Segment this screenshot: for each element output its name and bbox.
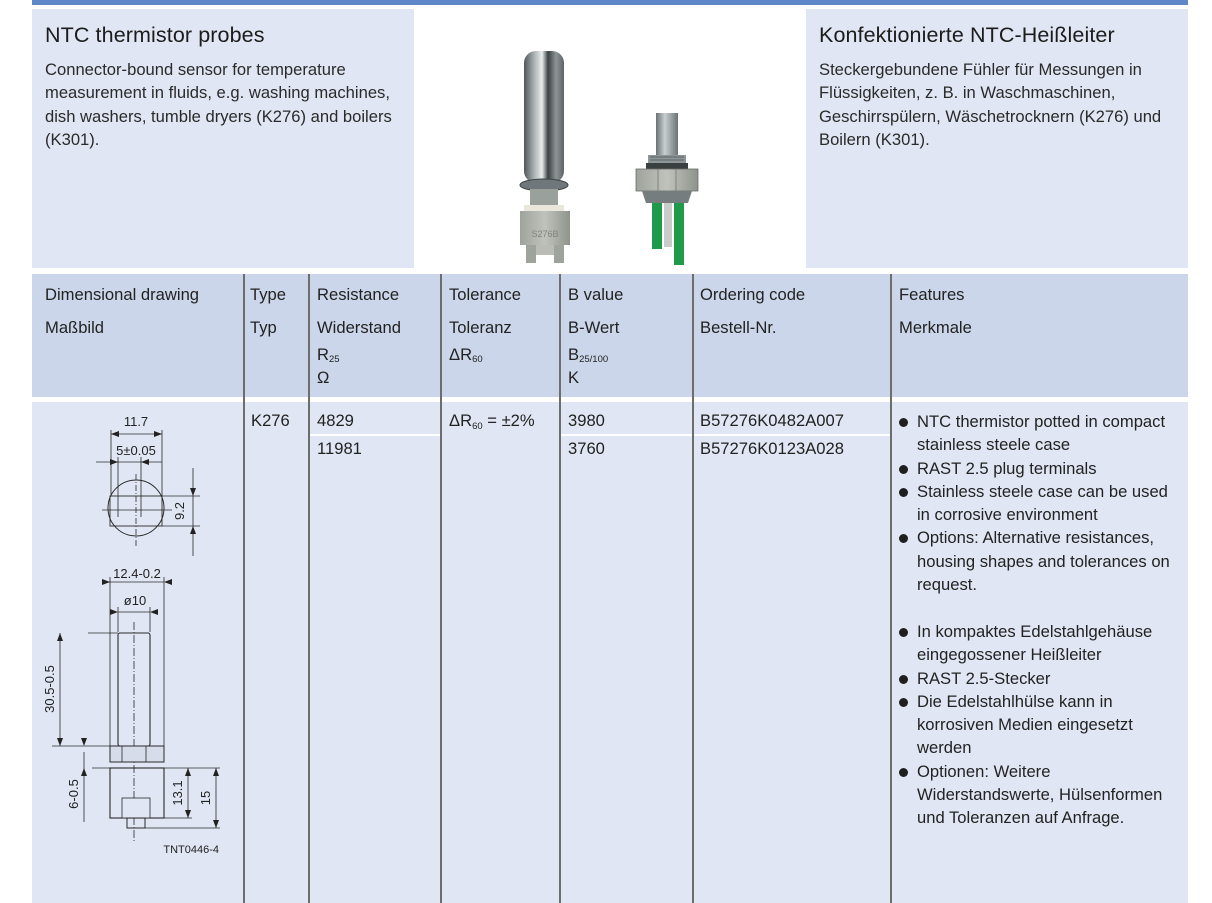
feature-item: Stainless steele case can be used in corrosive environment <box>891 480 1181 527</box>
header-label-en: Resistance <box>317 285 400 304</box>
header-label-de: Merkmale <box>899 318 972 337</box>
feature-item: RAST 2.5 plug terminals <box>891 457 1181 480</box>
tolerance-value: $\Delta R_{60} = \pm 2\%$ <box>449 411 535 432</box>
header-b-value <box>568 274 623 387</box>
type-value: K276 <box>251 411 290 430</box>
header-unit: K <box>568 368 580 387</box>
product-image <box>414 9 806 268</box>
header-features <box>899 274 972 340</box>
dim-diameter: ø10 <box>123 593 147 608</box>
column-divider <box>243 274 245 903</box>
dim-width: 11.7 <box>123 414 149 429</box>
header-label-en: Ordering code <box>700 285 806 304</box>
dim-length: 30.5-0.5 <box>42 665 57 713</box>
intro-panel-english <box>32 9 414 268</box>
dim-pitch: 5±0.05 <box>116 443 156 458</box>
feature-item: RAST 2.5-Stecker <box>891 667 1187 690</box>
top-accent-bar <box>32 0 1188 5</box>
header-ordering-code <box>700 274 805 340</box>
row-separator <box>694 434 890 436</box>
row-separator <box>561 434 692 436</box>
column-divider <box>308 274 310 903</box>
header-label-en: Tolerance <box>449 285 521 304</box>
header-label-en: Type <box>250 285 286 304</box>
resistance-value: 11981 <box>317 439 362 458</box>
header-dimensional-drawing <box>45 274 199 340</box>
dim-plug-total: 15 <box>198 790 213 806</box>
drawing-id: TNT0446-4 <box>163 844 219 856</box>
header-label-de: Bestell-Nr. <box>700 318 777 337</box>
dim-neck: 6-0.5 <box>66 779 81 809</box>
dim-plug: 13.1 <box>170 780 185 806</box>
header-label-en: B value <box>568 285 624 304</box>
header-label-en: Dimensional drawing <box>45 285 200 304</box>
description-german: Steckergebundene Fühler für Messungen in Flüssigkeiten, z. B. in Waschmaschinen, Geschirrspülern, Wäschetrocknern (K276) und Boilern (K301). <box>819 60 1162 149</box>
feature-item: NTC thermistor potted in compact stainless steele case <box>891 410 1181 457</box>
product-illustration <box>414 9 806 268</box>
header-unit: Ω <box>317 368 330 387</box>
title-german: Konfektionierte NTC-Heißleiter <box>819 23 1115 47</box>
ordering-code: B57276K0123A028 <box>700 439 844 458</box>
header-resistance <box>317 274 401 387</box>
header-type <box>250 274 286 340</box>
dim-height: 9.2 <box>172 501 187 521</box>
header-label-de: Typ <box>250 318 277 337</box>
b-value: 3980 <box>568 411 605 430</box>
header-symbol: $R_{25}$ Ω <box>317 345 340 387</box>
feature-item: Die Edelstahlhülse kann in korrosiven Medien eingesetzt werden <box>891 690 1187 760</box>
intro-panel-german <box>806 9 1188 268</box>
probe-marking: S276B <box>531 229 559 239</box>
column-divider <box>692 274 694 903</box>
features-english <box>891 410 1181 596</box>
description-english: Connector-bound sensor for temperature measurement in fluids, e.g. washing machines, dish washers, tumble dryers (K276) and boilers (K301). <box>45 60 392 149</box>
b-value: 3760 <box>568 439 605 458</box>
header-label-de: B-Wert <box>568 318 620 337</box>
title-english: NTC thermistor probes <box>45 23 265 47</box>
dimension-diagram <box>32 402 243 872</box>
header-label-en: Features <box>899 285 965 304</box>
resistance-value: 4829 <box>317 411 354 430</box>
probe-k301-icon <box>636 113 698 265</box>
dim-flange: 12.4-0.2 <box>113 566 161 581</box>
features-german <box>891 620 1187 830</box>
feature-item: Optionen: Weitere Widerstandswerte, Hülsenformen und Toleranzen auf Anfrage. <box>891 760 1187 830</box>
header-tolerance <box>449 274 521 369</box>
probe-k276-icon <box>520 51 570 263</box>
feature-item: Options: Alternative resistances, housing shapes and tolerances on request. <box>891 526 1181 596</box>
ordering-code: B57276K0482A007 <box>700 411 844 430</box>
row-separator <box>310 434 440 436</box>
feature-item: In kompaktes Edelstahlgehäuse eingegossener Heißleiter <box>891 620 1187 667</box>
header-symbol: $\Delta R_{60}$ <box>449 345 483 365</box>
header-label-de: Widerstand <box>317 318 401 337</box>
header-symbol: $B_{25/100}$ K <box>568 345 609 387</box>
header-label-de: Toleranz <box>449 318 512 337</box>
header-label-de: Maßbild <box>45 318 105 337</box>
column-divider <box>559 274 561 903</box>
column-divider <box>440 274 442 903</box>
dimensional-drawing <box>32 402 243 872</box>
